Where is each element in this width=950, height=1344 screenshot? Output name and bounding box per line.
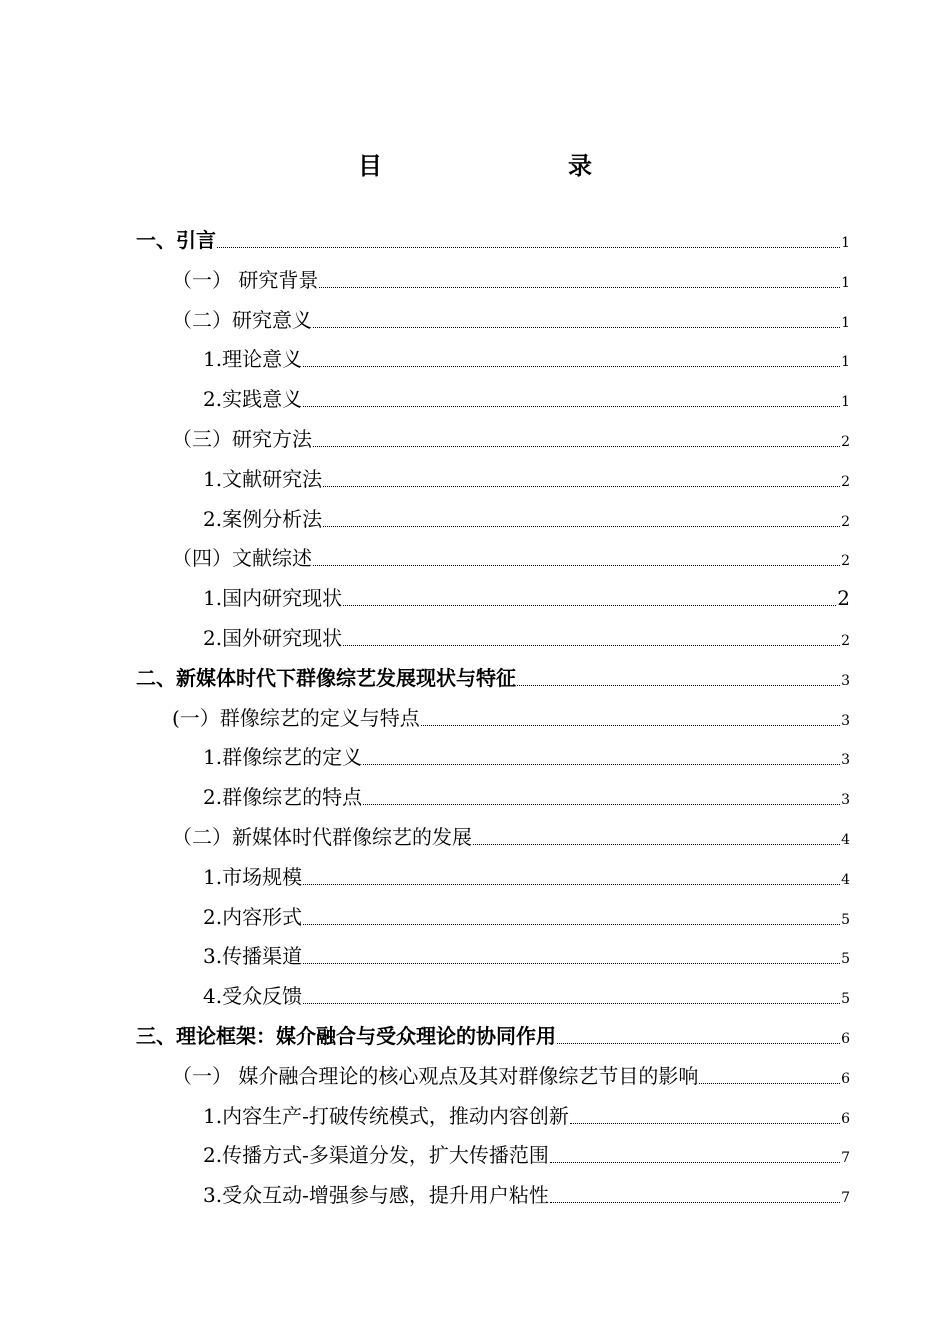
leader-dots: [363, 804, 840, 805]
toc-entry-page: 6: [841, 1110, 850, 1127]
toc-entry-page: 3: [841, 752, 850, 769]
toc-entry[interactable]: [203, 897, 850, 937]
toc-entry-page: 1: [841, 394, 850, 411]
toc-entry[interactable]: [172, 698, 850, 738]
toc-entry-page: 2: [841, 633, 850, 649]
leader-dots: [570, 1123, 840, 1124]
leader-dots: [343, 605, 836, 606]
toc-entry-label: (一）群像综艺的定义与特点: [172, 705, 420, 730]
leader-dots: [303, 884, 840, 885]
toc-entry-page: 5: [841, 991, 850, 1008]
toc-entry[interactable]: [172, 1056, 850, 1096]
toc-entry[interactable]: [136, 658, 850, 698]
toc-entry[interactable]: [203, 1096, 850, 1136]
toc-entry-label: 4.受众反馈: [203, 984, 303, 1009]
leader-dots: [323, 526, 840, 527]
toc-entry-page: 1: [841, 354, 850, 371]
toc-entry-page: 1: [841, 235, 850, 251]
leader-dots: [550, 1162, 840, 1163]
leader-dots: [303, 1003, 840, 1004]
toc-entry-page: 2: [837, 586, 850, 611]
toc-entry-page: 4: [841, 871, 850, 888]
toc-entry-label: 1.国内研究现状: [203, 586, 343, 611]
leader-dots: [550, 1202, 840, 1203]
toc-entry[interactable]: [136, 1016, 850, 1056]
toc-entry-label: 2.实践意义: [203, 387, 303, 412]
toc-entry[interactable]: [172, 419, 850, 459]
leader-dots: [217, 247, 840, 248]
toc-entry-label: 1.市场规模: [203, 864, 303, 889]
toc-entry-label: 2.群像综艺的特点: [203, 785, 363, 810]
leader-dots: [303, 406, 840, 407]
leader-dots: [557, 1043, 840, 1044]
toc-entry-label: （三）研究方法: [172, 427, 312, 451]
leader-dots: [303, 366, 840, 367]
toc-entry[interactable]: [203, 339, 850, 379]
leader-dots: [473, 844, 840, 845]
leader-dots: [343, 645, 840, 646]
leader-dots: [363, 764, 840, 765]
leader-dots: [699, 1083, 840, 1084]
toc-entry-page: 7: [841, 1190, 850, 1207]
toc-entry[interactable]: [172, 260, 850, 300]
toc-entry[interactable]: [203, 379, 850, 419]
toc-entry[interactable]: [172, 300, 850, 340]
toc-entry-label: 三、理论框架：媒介融合与受众理论的协同作用: [136, 1024, 556, 1048]
toc-entry-label: （四）文献综述: [172, 546, 312, 571]
toc-entry[interactable]: [203, 1175, 850, 1215]
toc-entry-label: （二）新媒体时代群像综艺的发展: [172, 825, 472, 849]
toc-entry[interactable]: [172, 538, 850, 578]
toc-entry-label: （一） 研究背景: [172, 267, 319, 292]
leader-dots: [319, 287, 840, 288]
toc-entry-label: 2.案例分析法: [203, 506, 323, 531]
toc-entry-label: 3.受众互动-增强参与感，提升用户粘性: [203, 1183, 549, 1208]
toc-entry-label: 二、新媒体时代下群像综艺发展现状与特征: [136, 665, 516, 690]
toc-entry-page: 3: [841, 672, 850, 689]
toc-entry-label: 一、引言: [136, 228, 216, 252]
toc-entry[interactable]: [203, 459, 850, 499]
toc-entry[interactable]: [203, 777, 850, 817]
toc-entry[interactable]: [172, 817, 850, 857]
toc-entry[interactable]: [136, 220, 850, 260]
toc-entry-page: 6: [841, 1031, 850, 1047]
toc-title: 目 录: [358, 152, 638, 180]
leader-dots: [517, 685, 840, 686]
leader-dots: [313, 565, 840, 566]
toc-entry-label: 1.理论意义: [203, 347, 303, 372]
toc-entry-label: 3.传播渠道: [203, 944, 303, 969]
toc-entry-page: 5: [841, 951, 850, 968]
leader-dots: [313, 327, 840, 328]
leader-dots: [323, 486, 840, 487]
leader-dots: [303, 924, 840, 925]
toc-entry-label: 1.文献研究法: [203, 466, 323, 491]
toc-entry-label: 2.内容形式: [203, 904, 303, 929]
toc-entry-label: 1.群像综艺的定义: [203, 745, 363, 770]
toc-entry-label: （一） 媒介融合理论的核心观点及其对群像综艺节目的影响: [172, 1063, 699, 1088]
toc-entry-page: 2: [841, 553, 850, 570]
leader-dots: [313, 446, 840, 447]
toc-entry-page: 3: [841, 712, 850, 729]
toc-entry-label: 2.传播方式-多渠道分发，扩大传播范围: [203, 1143, 549, 1168]
toc-entry[interactable]: [203, 857, 850, 897]
toc-entry-page: 3: [841, 792, 850, 809]
toc-entry[interactable]: [203, 737, 850, 777]
toc-entry[interactable]: [203, 976, 850, 1016]
toc-entry-page: 7: [841, 1150, 850, 1167]
toc-entry[interactable]: [203, 618, 850, 658]
toc-entry-label: 1.内容生产-打破传统模式，推动内容创新: [203, 1103, 569, 1128]
toc-entry-page: 2: [841, 513, 850, 530]
toc-entry[interactable]: [203, 1135, 850, 1175]
toc-entry-page: 5: [841, 911, 850, 928]
toc-entry-page: 1: [841, 314, 850, 331]
toc-entry[interactable]: [203, 936, 850, 976]
toc-entry-label: 2.国外研究现状: [203, 626, 343, 650]
toc-entry-page: 1: [841, 274, 850, 291]
toc-entry-label: （二）研究意义: [172, 307, 312, 332]
toc-entry[interactable]: [203, 499, 850, 539]
leader-dots: [303, 963, 840, 964]
toc-entry-page: 6: [841, 1070, 850, 1087]
toc-entry-page: 4: [841, 832, 850, 848]
toc-entry-page: 2: [841, 434, 850, 450]
toc-entry[interactable]: [203, 578, 850, 618]
toc-entry-page: 2: [841, 473, 850, 490]
leader-dots: [421, 725, 840, 726]
